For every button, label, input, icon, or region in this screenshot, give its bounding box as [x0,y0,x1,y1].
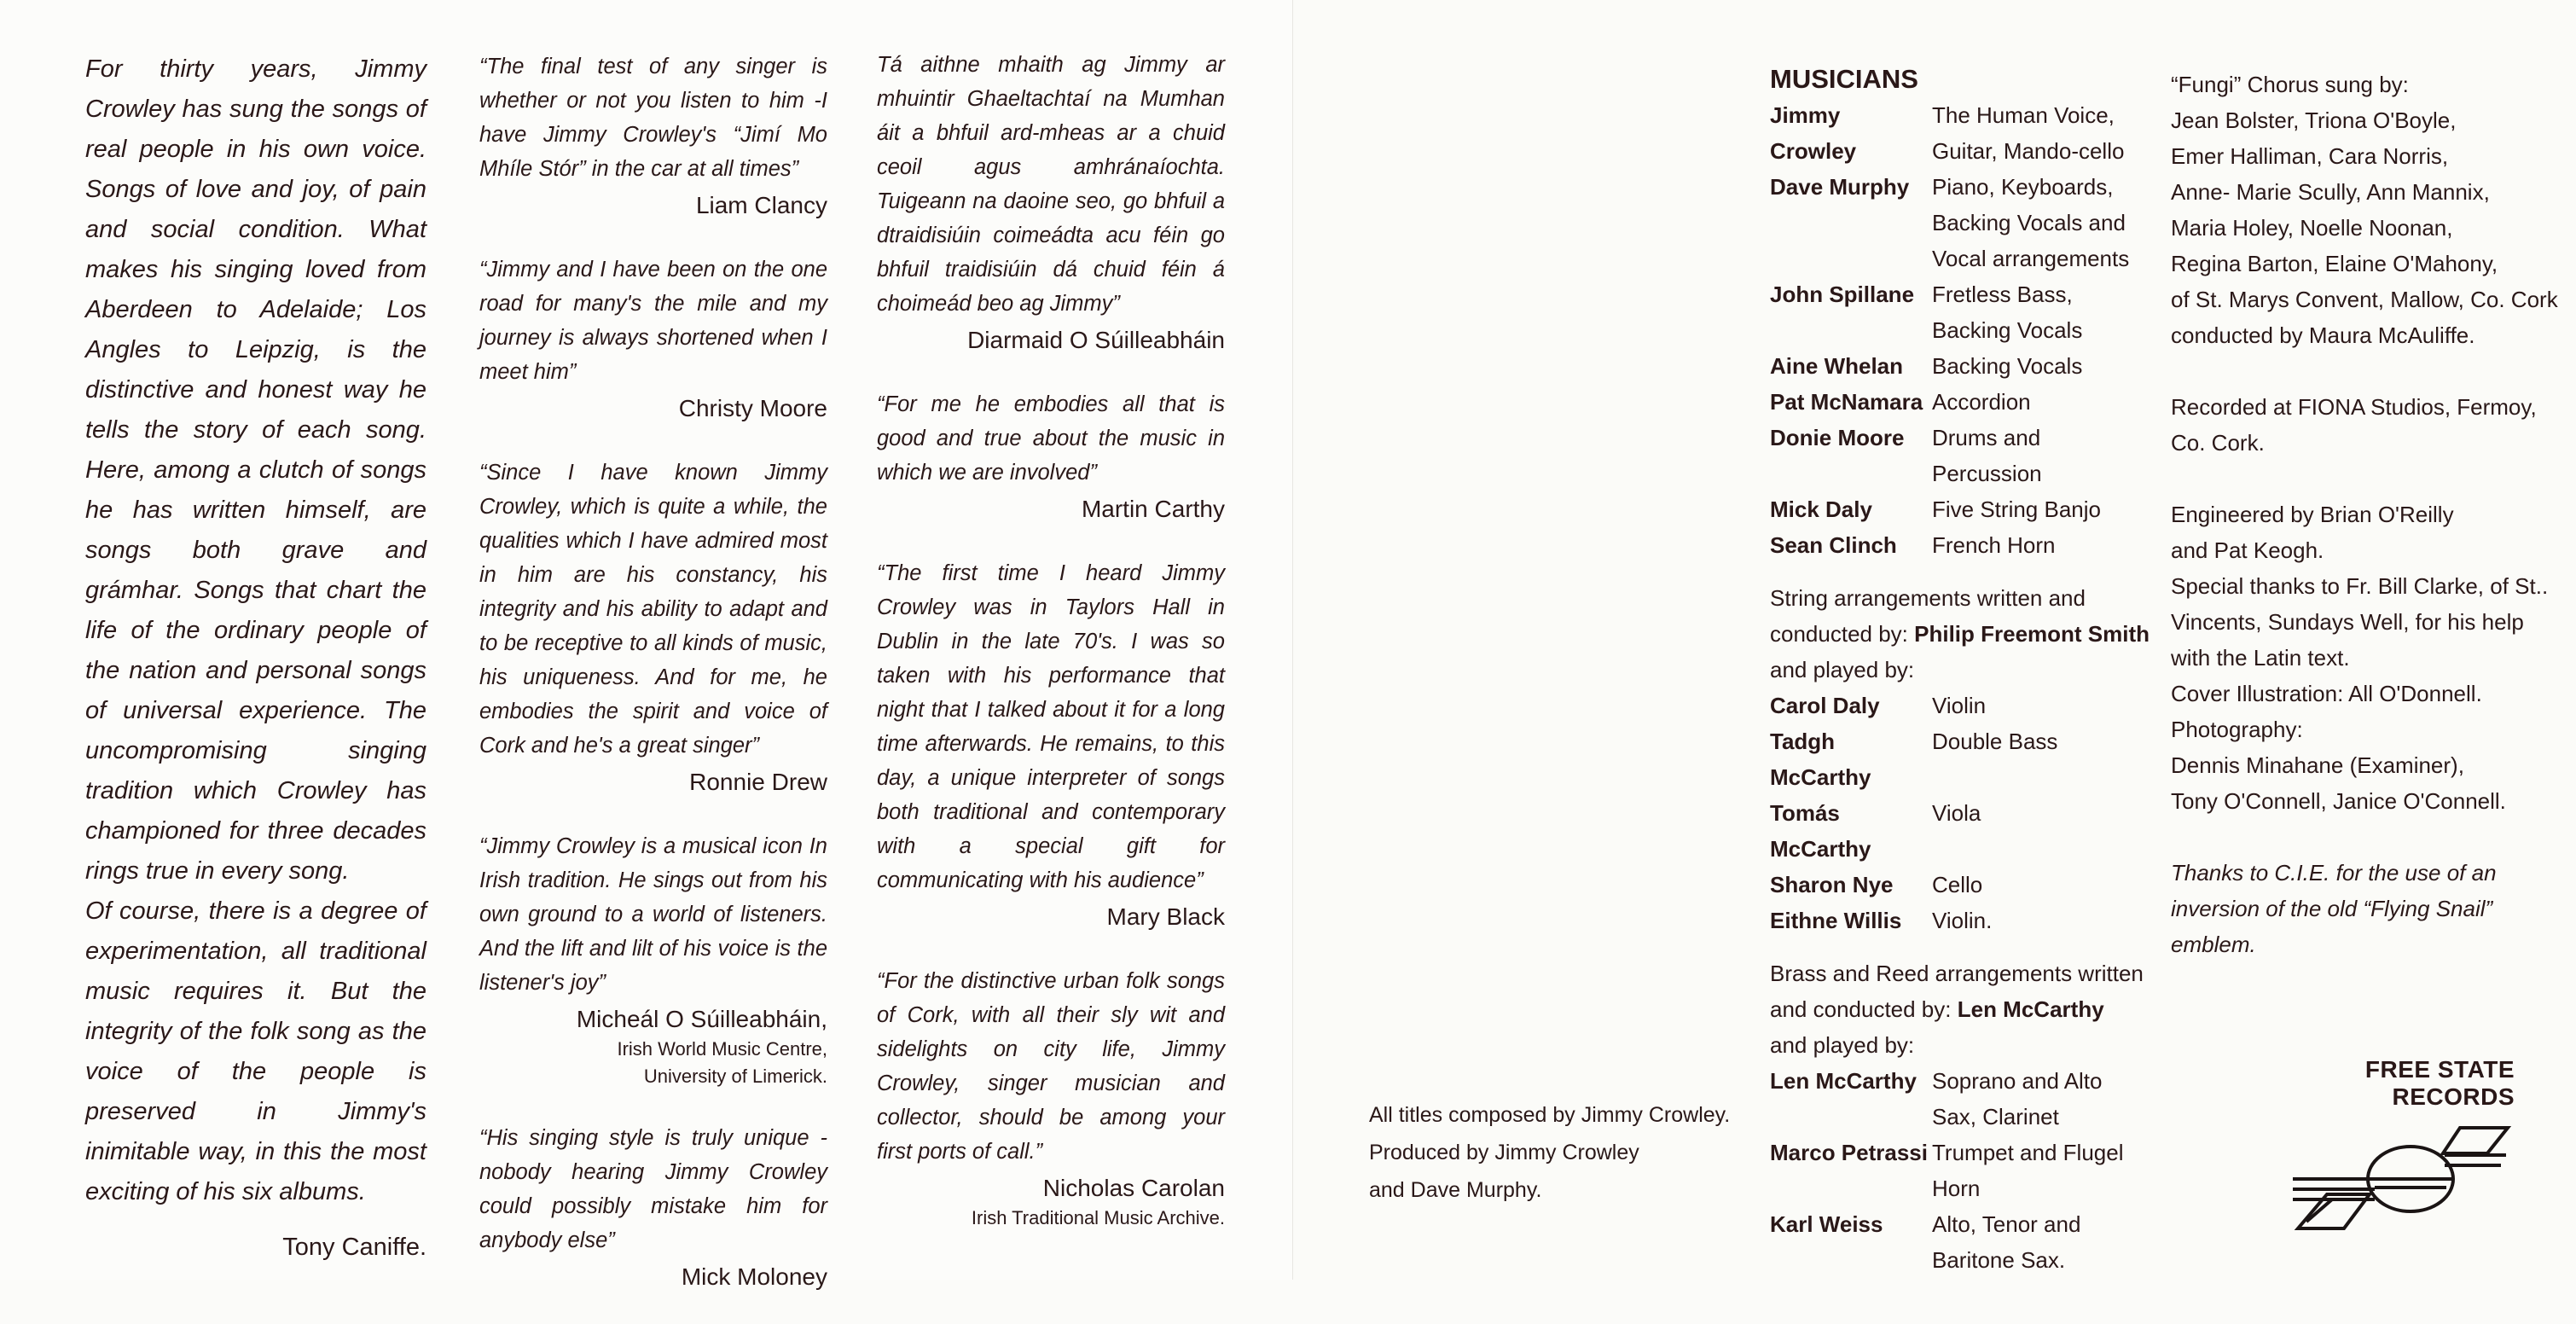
intro-column [85,49,426,1268]
credit-line: and Pat Keogh. [2171,537,2324,563]
strings-intro-line: String arrangements written and [1770,585,2086,611]
musician-name: Sharon Nye [1770,872,1894,897]
musician-row [1770,795,2145,867]
label-logo [2293,1056,2515,1235]
quote-block [877,387,1225,526]
quote-author: Christy Moore [678,395,827,421]
quote-author: Ronnie Drew [689,769,827,795]
credit-line: Tony O'Connell, Janice O'Connell. [2171,788,2506,814]
quote-author: Mary Black [1106,903,1225,930]
credit-line: Cover Illustration: All O'Donnell. [2171,681,2482,706]
musician-role: Five String Banjo [1932,496,2101,522]
quote-author: Liam Clancy [695,192,827,218]
strings-intro-line: and played by: [1770,657,1915,682]
credit-line: Regina Barton, Elaine O'Mahony, [2171,251,2498,276]
quote-affiliation: Irish World Music Centre, [617,1038,827,1060]
quote-text: “The final test of any singer is whether or not you listen to him -I have Jimmy Crowley's “Jimí Mo Mhíle Stór” in the car at all times” [479,55,827,181]
brass-intro-line: and played by: [1770,1032,1915,1058]
musician-name: Pat McNamara [1770,389,1923,415]
brass-intro-line: Brass and Reed arrangements written [1770,961,2144,986]
quote-text: Tá aithne mhaith ag Jimmy ar mhuintir Ghaeltachtaí na Mumhan áit a bhfuil ard-mheas ar a chuid ceoil agus amhránaíochta. Tuigeann na daoine seo, go bhfuil a dtraidisiúin coimeádta acu féin go bhfuil traidisiúin dá chuid féin á choimeád beo ag Jimmy” [877,53,1225,316]
brass-conductor: Len McCarthy [1957,996,2104,1022]
musician-role: Violin. [1932,908,1993,933]
musician-row [1770,688,2145,723]
credit-line: Maria Holey, Noelle Noonan, [2171,215,2453,241]
intro-paragraph-1: For thirty years, Jimmy Crowley has sung the songs of real people in his own voice. Songs of love and joy, of pain and social condition. What makes his singing loved from Aberdeen to Adelaide; Los Angles to Leipzig, is the distinctive and honest way he tells the story of each song. Here, among a clutch of songs he has written himself, are songs both grave and grámhar. Songs that chart the life of the ordinary people of the nation and personal songs of universal experience. The uncompromising singing tradition which Crowley has championed for three decades rings true in every song. [85,55,426,885]
quote-text: “Jimmy Crowley is a musical icon In Irish tradition. He sings out from his own ground to a world of listeners. And the lift and lilt of his voice is the listener's joy” [479,834,827,995]
musicians-section [1770,61,2150,1278]
recording-credits [2171,389,2537,461]
quotes-column-left [479,49,827,1324]
credit-line: conducted by Maura McAuliffe. [2171,322,2475,348]
musician-name: Marco Petrassi [1770,1140,1928,1165]
quote-block [877,556,1225,933]
quote-affiliation: University of Limerick. [643,1066,827,1087]
musician-name: Dave Murphy [1770,174,1910,200]
quote-text: “His singing style is truly unique - nobody hearing Jimmy Crowley could possibly mistake him for anybody else” [479,1126,827,1252]
musician-role: The Human Voice, Guitar, Mando-cello [1932,102,2125,164]
quote-author: Micheál O Súilleabháin, [576,1006,827,1032]
credit-line: All titles composed by Jimmy Crowley. [1369,1103,1731,1127]
quote-author: Martin Carthy [1081,496,1225,522]
musician-role: Violin [1932,693,1987,718]
quote-block [479,456,827,798]
musician-role: Piano, Keyboards, Backing Vocals and Vocal arrangements [1932,174,2130,271]
musician-name: Karl Weiss [1770,1211,1883,1237]
credit-line: and Dave Murphy. [1369,1178,1542,1202]
quote-author: Mick Moloney [681,1263,827,1290]
musician-role: Fretless Bass, Backing Vocals [1932,282,2083,343]
musician-row [1770,1206,2145,1278]
musician-row [1770,1063,2145,1135]
chorus-credits [2171,67,2558,353]
musician-row [1770,420,2145,491]
musician-role: Soprano and Alto Sax, Clarinet [1932,1068,2103,1129]
engineering-credits [2171,496,2549,819]
quote-block [479,253,827,425]
musician-role: Drums and Percussion [1932,425,2042,486]
musician-role: Trumpet and Flugel Horn [1932,1140,2124,1201]
musician-role: Backing Vocals [1932,353,2083,379]
musician-role: Cello [1932,872,1983,897]
musician-row [1770,723,2145,795]
musician-role: French Horn [1932,532,2056,558]
musicians-title: MUSICIANS [1770,64,1918,94]
musician-name: Len McCarthy [1770,1068,1917,1094]
credit-line: Thanks to C.I.E. for the use of an [2171,860,2497,886]
musician-row [1770,384,2145,420]
quote-author: Diarmaid O Súilleabháin [967,327,1225,353]
musician-name: Sean Clinch [1770,532,1897,558]
credit-line: Emer Halliman, Cara Norris, [2171,143,2449,169]
musician-name: Tadgh McCarthy [1770,729,1871,790]
brass-credit [1770,955,2145,1063]
cie-thanks [2171,855,2529,962]
intro-paragraph-2: Of course, there is a degree of experimentation, all traditional music requires it. But the integrity of the folk song as the voice of the people is preserved in Jimmy's inimitable way, in this the most exciting of his six albums. [85,897,426,1205]
credit-line: inversion of the old “Flying Snail” [2171,896,2493,921]
musician-row [1770,169,2145,276]
quote-block [479,829,827,1090]
musician-role: Accordion [1932,389,2031,415]
credit-line: “Fungi” Chorus sung by: [2171,72,2409,97]
credit-line: Photography: [2171,717,2303,742]
musician-name: Aine Whelan [1770,353,1904,379]
quote-text: “Jimmy and I have been on the one road for many's the mile and my journey is always shortened when I meet him” [479,258,827,384]
musician-row [1770,867,2145,903]
credit-line: with the Latin text. [2171,645,2350,671]
musician-row [1770,276,2145,348]
extra-credits [2171,67,2558,998]
strings-credit [1770,580,2150,688]
credit-line: Produced by Jimmy Crowley [1369,1141,1639,1164]
quote-text: “For me he embodies all that is good and true about the music in which we are involved” [877,392,1225,485]
musician-name: John Spillane [1770,282,1915,307]
quote-text: “The first time I heard Jimmy Crowley was in Taylors Hall in Dublin in the late 70's. I was so taken with his performance that night that I talked about it for a long time afterwards. He remains, to this day, a unique interpreter of songs both traditional and contemporary with a special gift for communicating with his audience” [877,561,1225,892]
musician-name: Donie Moore [1770,425,1905,450]
credit-line: Vincents, Sundays Well, for his help [2171,609,2524,635]
credit-line: Recorded at FIONA Studios, Fermoy, [2171,394,2537,420]
credit-line: Engineered by Brian O'Reilly [2171,502,2454,527]
strings-list [1770,688,2145,938]
quote-text: “For the distinctive urban folk songs of Cork, with all their sly wit and sidelights on city life, Jimmy Crowley, singer musician and collector, should be among your first ports of call.” [877,969,1225,1164]
quote-block [877,48,1225,357]
musician-role: Alto, Tenor and Baritone Sax. [1932,1211,2081,1273]
strings-intro-line: conducted by: [1770,621,1908,647]
quote-block [479,49,827,222]
intro-signature: Tony Caniffe. [282,1234,426,1261]
credit-line: Co. Cork. [2171,430,2265,456]
musician-row [1770,903,2145,938]
musician-row [1770,348,2145,384]
musician-row [1770,97,2145,169]
quote-affiliation: Irish Traditional Music Archive. [971,1207,1225,1228]
strings-conductor: Philip Freemont Smith [1914,621,2150,647]
credit-line: Special thanks to Fr. Bill Clarke, of St.. [2171,573,2549,599]
credit-line: emblem. [2171,932,2256,957]
musician-name: Tomás McCarthy [1770,800,1871,862]
quote-text: “Since I have known Jimmy Crowley, which is quite a while, the qualities which I have admired most in him are his constancy, his integrity and his ability to adapt and to be receptive to all kinds of music, his uniqueness. And for me, he embodies the spirit and voice of Cork and he's a great singer” [479,461,827,758]
musician-name: Jimmy Crowley [1770,102,1857,164]
musician-name: Eithne Willis [1770,908,1902,933]
members-list [1770,97,2145,563]
label-name: FREE STATE RECORDS [2364,1056,2515,1110]
flying-snail-logo-icon [2293,1116,2515,1235]
musician-name: Carol Daly [1770,693,1880,718]
credit-line: Anne- Marie Scully, Ann Mannix, [2171,179,2490,205]
musician-row [1770,527,2145,563]
composition-credits [1369,1096,1731,1209]
brass-intro-line: and conducted by: [1770,996,1952,1022]
quote-block [877,964,1225,1232]
musician-row [1770,491,2145,527]
musician-row [1770,1135,2145,1206]
credit-line: Dennis Minahane (Examiner), [2171,752,2464,778]
brass-list [1770,1063,2145,1278]
credit-line: of St. Marys Convent, Mallow, Co. Cork [2171,287,2558,312]
credit-line: Jean Bolster, Triona O'Boyle, [2171,107,2457,133]
quote-block [479,1121,827,1293]
quote-author: Nicholas Carolan [1042,1175,1225,1201]
musician-role: Double Bass [1932,729,2058,754]
musician-name: Mick Daly [1770,496,1872,522]
musician-role: Viola [1932,800,1981,826]
quotes-column-right [877,48,1225,1263]
